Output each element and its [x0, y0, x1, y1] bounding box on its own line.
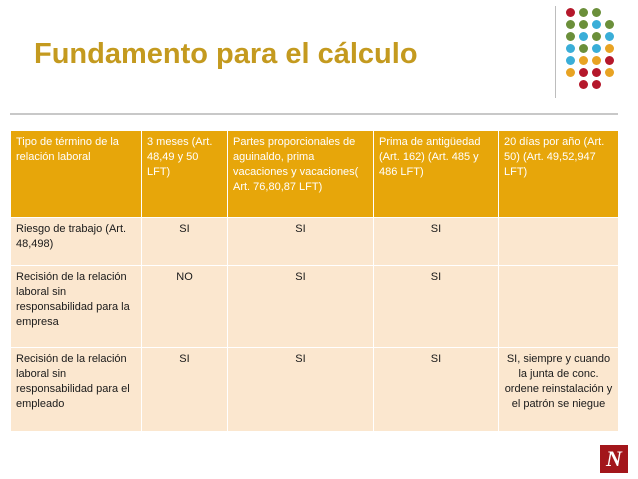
table-cell: SI: [142, 218, 228, 266]
table-cell: SI, siempre y cuando la junta de conc. ordene reinstalación y el patrón se niegue: [499, 348, 619, 432]
table-cell: SI: [228, 348, 374, 432]
table-cell: Recisión de la relación laboral sin responsabilidad para el empleado: [11, 348, 142, 432]
title-divider: [10, 113, 618, 115]
table-cell: SI: [228, 218, 374, 266]
header-cell: Partes proporcionales de aguinaldo, prima vacaciones y vacaciones( Art. 76,80,87 LFT): [228, 131, 374, 218]
table-cell: SI: [228, 266, 374, 348]
table-cell: NO: [142, 266, 228, 348]
table-cell: SI: [142, 348, 228, 432]
header-cell: 20 días por año (Art. 50) (Art. 49,52,947 LFT): [499, 131, 619, 218]
calculation-table: [10, 130, 619, 432]
table-cell: Riesgo de trabajo (Art. 48,498): [11, 218, 142, 266]
header-cell: 3 meses (Art. 48,49 y 50 LFT): [142, 131, 228, 218]
table-cell: SI: [374, 218, 499, 266]
table-cell: [499, 218, 619, 266]
table-cell: SI: [374, 348, 499, 432]
brand-logo-icon: N: [600, 445, 628, 473]
decor-vertical-line: [555, 6, 556, 98]
slide-title: Fundamento para el cálculo: [34, 38, 418, 70]
header-cell: Prima de antigüedad (Art. 162) (Art. 485 y 486 LFT): [374, 131, 499, 218]
table-cell: Recisión de la relación laboral sin responsabilidad para la empresa: [11, 266, 142, 348]
table-row: [11, 218, 619, 266]
table-header-row: [11, 131, 619, 218]
table-row: [11, 266, 619, 348]
table-cell: [499, 266, 619, 348]
table-row: [11, 348, 619, 432]
table-cell: SI: [374, 266, 499, 348]
header-cell: Tipo de término de la relación laboral: [11, 131, 142, 218]
